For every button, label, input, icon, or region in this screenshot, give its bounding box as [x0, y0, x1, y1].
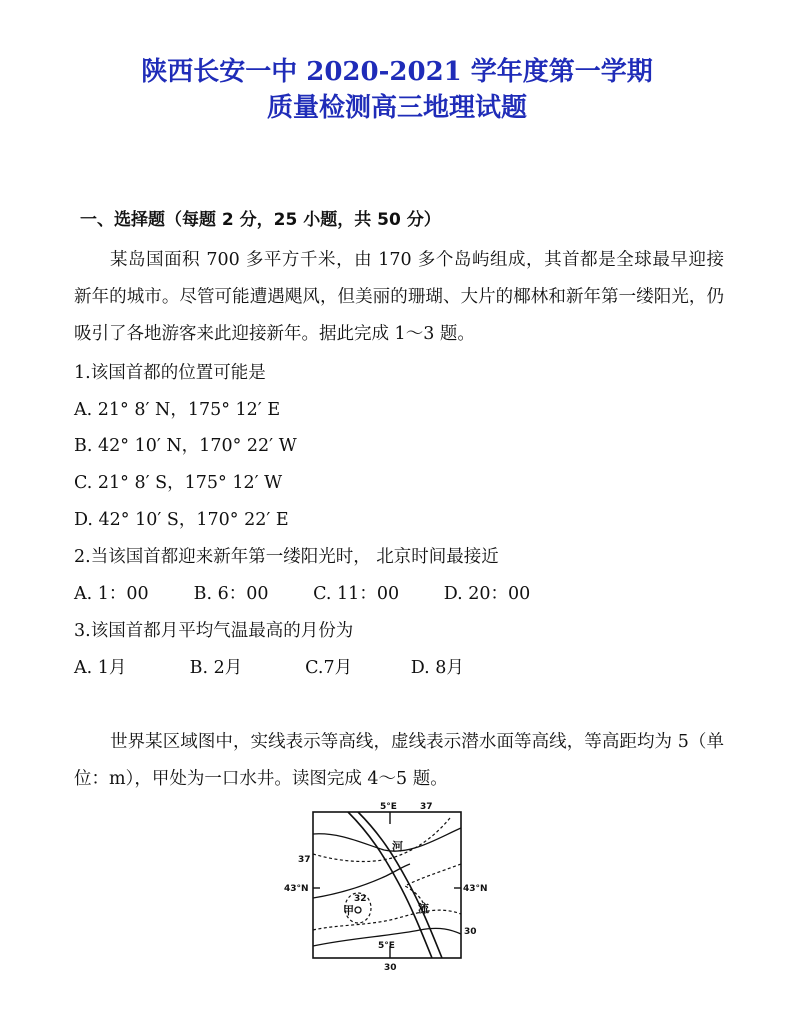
intro-paragraph: 某岛国面积 700 多平方千米，由 170 多个岛屿组成，其首都是全球最早迎接新年的城市。尽管可能遭遇飓风，但美丽的珊瑚、大片的椰林和新年第一缕阳光，仍吸引了各地游客来此迎接新年。据此完成 1～3 题。 [74, 250, 724, 344]
question-3-option-c: C.7月 [305, 658, 353, 678]
label-top-longitude: 5°E [380, 802, 397, 812]
map-intro-paragraph: 世界某区域图中，实线表示等高线，虚线表示潜水面等高线，等高距均为 5（单位：m），甲处为一口水井。读图完成 4～5 题。 [74, 732, 724, 789]
question-1-option-a: A. 21° 8′ N，175° 12′ E [74, 400, 281, 420]
water-table-line-2 [405, 864, 461, 916]
label-river-he: 河 [392, 840, 403, 853]
label-left-37: 37 [298, 855, 311, 865]
question-1-option-d: D. 42° 10′ S，170° 22′ E [74, 510, 289, 530]
question-3-stem: 3.该国首都月平均气温最高的月份为 [74, 621, 354, 641]
question-2-option-b: B. 6：00 [193, 584, 269, 604]
contour-map [280, 798, 500, 976]
label-bottom-longitude: 5°E [378, 941, 395, 951]
label-right-30: 30 [464, 927, 477, 937]
water-table-line-3 [313, 910, 461, 930]
label-left-latitude: 43°N [284, 884, 309, 894]
section-heading: 一、选择题（每题 2 分，25 小题，共 50 分） [80, 210, 441, 230]
map-frame [313, 812, 461, 958]
page-title-line1: 陕西长安一中 2020-2021 学年度第一学期 [141, 57, 653, 87]
question-3-option-d: D. 8月 [410, 658, 464, 678]
label-bottom-30: 30 [384, 963, 397, 973]
question-2-stem: 2.当该国首都迎来新年第一缕阳光时， 北京时间最接近 [74, 547, 499, 567]
label-well: 甲 [343, 904, 354, 917]
question-1-stem: 1.该国首都的位置可能是 [74, 363, 266, 383]
question-1-option-c: C. 21° 8′ S，175° 12′ W [74, 473, 283, 493]
question-2-option-d: D. 20：00 [443, 584, 531, 604]
label-river-liu: 流 [418, 902, 429, 915]
contour-map-figure [280, 798, 500, 976]
label-32: 32 [354, 894, 367, 904]
contour-line-middle [313, 864, 410, 898]
page-title-line2: 质量检测高三地理试题 [266, 93, 527, 123]
well-symbol [355, 907, 361, 913]
river-bank-left [348, 812, 432, 958]
label-top-37: 37 [420, 802, 433, 812]
question-3-option-b: B. 2月 [189, 658, 243, 678]
question-2-option-c: C. 11：00 [313, 584, 400, 604]
question-2-option-a: A. 1：00 [74, 584, 149, 604]
question-1-option-b: B. 42° 10′ N，170° 22′ W [74, 436, 297, 456]
question-3-option-a: A. 1月 [74, 658, 127, 678]
question-3-options [74, 656, 464, 680]
label-right-latitude: 43°N [463, 884, 488, 894]
question-2-options [74, 582, 530, 606]
